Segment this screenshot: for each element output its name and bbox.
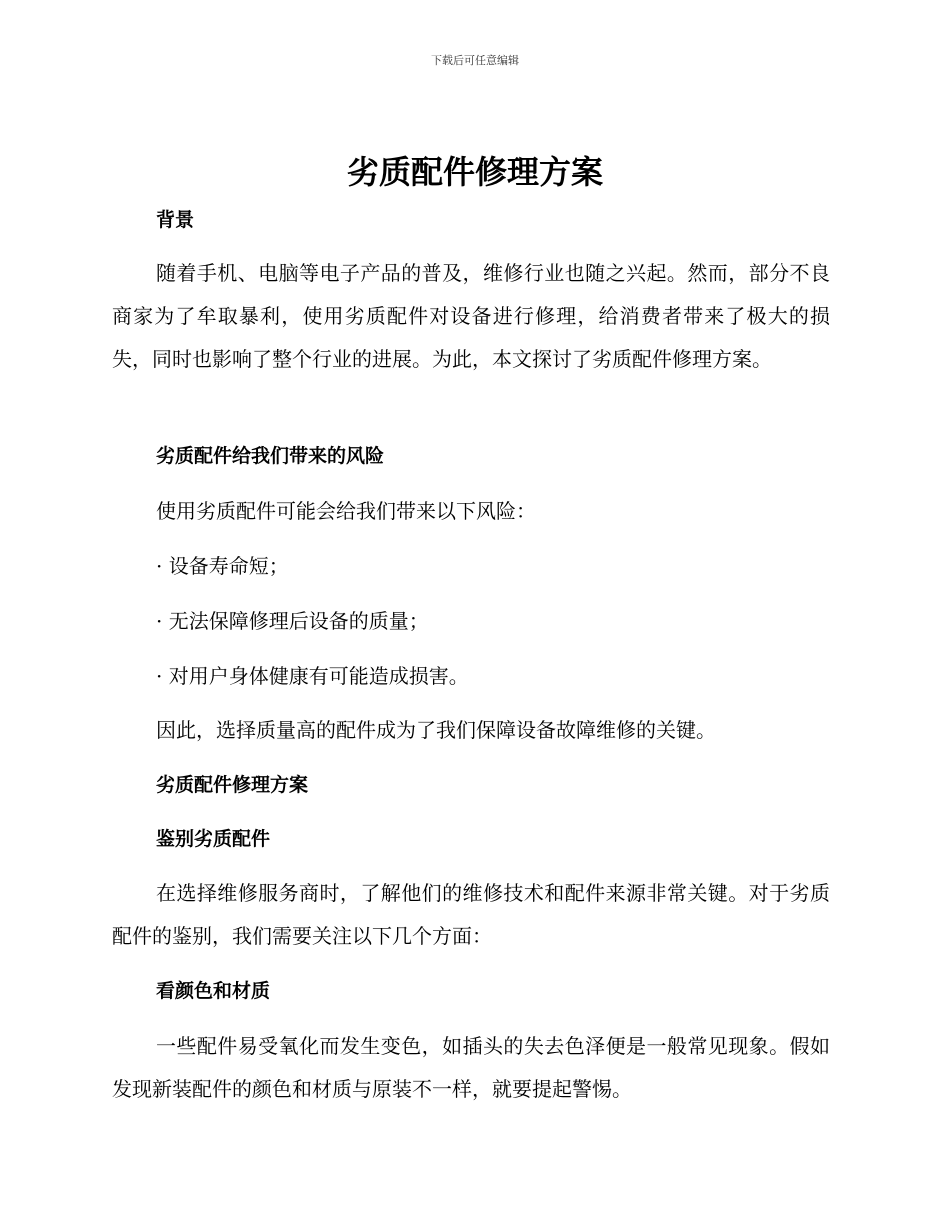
- paragraph-identify: 在选择维修服务商时，了解他们的维修技术和配件来源非常关键。对于劣质配件的鉴别，我们需要关注以下几个方面：: [112, 881, 830, 948]
- section-heading-plan: 劣质配件修理方案: [156, 774, 309, 796]
- list-item-risk-1: · 设备寿命短；: [156, 554, 289, 578]
- list-item-risk-2: · 无法保障修理后设备的质量；: [156, 609, 429, 633]
- document-title: 劣质配件修理方案: [346, 153, 603, 191]
- section-heading-background: 背景: [156, 209, 195, 231]
- paragraph-background: 随着手机、电脑等电子产品的普及，维修行业也随之兴起。然而，部分不良商家为了牟取暴利，使用劣质配件对设备进行修理，给消费者带来了极大的损失，同时也影响了整个行业的进展。为此，本文探讨了劣质配件修理方案。: [112, 261, 830, 371]
- paragraph-color: 一些配件易受氧化而发生变色，如插头的失去色泽便是一般常见现象。假如发现新装配件的颜色和材质与原装不一样，就要提起警惕。: [112, 1034, 830, 1101]
- subsection-heading-identify: 鉴别劣质配件: [156, 828, 271, 850]
- list-item-risk-3: · 对用户身体健康有可能造成损害。: [156, 664, 469, 688]
- paragraph-risk-intro: 使用劣质配件可能会给我们带来以下风险：: [156, 499, 536, 523]
- header-note: 下载后可任意编辑: [431, 54, 519, 67]
- paragraph-risk-conclusion: 因此，选择质量高的配件成为了我们保障设备故障维修的关键。: [156, 718, 716, 742]
- section-heading-risk: 劣质配件给我们带来的风险: [156, 445, 385, 467]
- subsection-heading-color: 看颜色和材质: [156, 980, 271, 1002]
